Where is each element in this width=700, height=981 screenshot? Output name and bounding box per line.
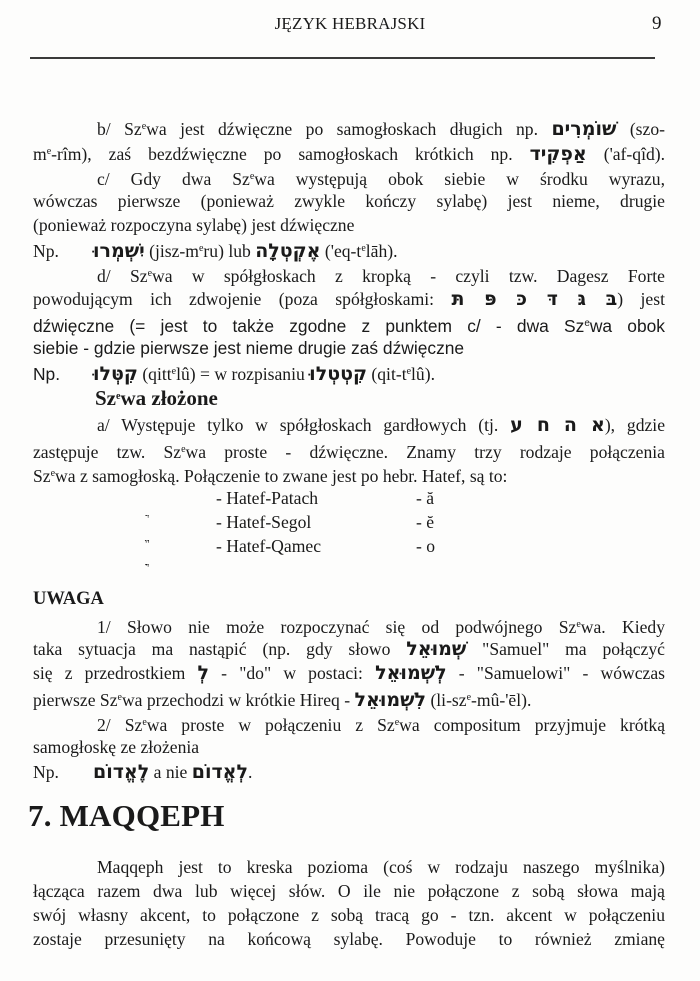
running-header-title: JĘZYK HEBRAJSKI <box>274 14 426 33</box>
text: wa obok <box>589 316 666 336</box>
hebrew-prefix: לְ <box>197 662 209 684</box>
text: ), gdzie <box>604 415 666 435</box>
superscript-e: e <box>249 171 255 182</box>
paragraph-c-line-1 <box>97 166 665 190</box>
uwaga-p2-example <box>33 761 665 783</box>
text: lû). <box>411 364 435 384</box>
hatef-list-item <box>216 536 435 557</box>
hatef-list-item <box>216 488 434 509</box>
maqqeph-line-4: zostaje przesunięty na końcową sylabę. Powoduje to również zmianę <box>33 929 665 949</box>
hebrew-word: יִשְׁמְרוּ <box>93 240 145 262</box>
page-number: 9 <box>652 13 662 34</box>
transliteration: (li-sz <box>430 690 467 710</box>
hebrew-word: לְאֱדוֹם <box>191 761 249 783</box>
text: powodującym ich zdwojenie (poza spółgłoskami: <box>33 289 435 309</box>
superscript-e: e <box>46 146 52 157</box>
text: wa w spółgłoskach z kropką - czyli tzw. Dagesz Forte <box>152 266 665 286</box>
hebrew-word: קִטְּלוּ <box>93 363 138 385</box>
text: -mû-'ēl). <box>471 690 532 710</box>
text: Sz <box>33 466 51 486</box>
text: ru) lub <box>203 241 251 261</box>
maqqeph-line-1: Maqqeph jest to kreska pozioma (coś w rodzaju naszego myślnika) <box>97 857 665 877</box>
superscript-e: e <box>181 444 186 455</box>
superscript-e: e <box>116 391 121 402</box>
superscript-e: e <box>406 366 412 377</box>
superscript-e: e <box>394 717 400 728</box>
hebrew-guttural-letters: א ה ח ע <box>510 414 605 436</box>
hatef-name: - Hatef-Segol <box>216 512 312 532</box>
transliteration: (jisz-m <box>149 241 199 261</box>
paragraph-c-line-3: (ponieważ rozpoczyna sylabę) jest dźwięczne <box>33 215 355 235</box>
superscript-e: e <box>141 121 147 132</box>
text: lû) = w rozpisaniu <box>176 364 305 384</box>
superscript-e: e <box>171 366 177 377</box>
transliteration: (qitt <box>142 364 172 384</box>
text: wa złożone <box>120 386 218 410</box>
hatef-value: - ĕ <box>416 512 435 532</box>
uwaga-p1-line-4 <box>33 687 665 711</box>
paragraph-b-line-2 <box>33 141 665 165</box>
hebrew-word: שׁוֹמְרִים <box>551 118 617 140</box>
hebrew-word: לְשְׁמוּאֵל <box>375 662 447 684</box>
example-label: Np. <box>33 762 59 782</box>
superscript-e: e <box>147 268 153 279</box>
hebrew-word: לֶאֱדוֹם <box>93 761 150 783</box>
text: d/ Sz <box>97 266 148 286</box>
superscript-e: e <box>466 692 472 703</box>
text: pierwsze Sz <box>33 690 118 710</box>
text: a/ Występuje tylko w spółgłoskach gardłowych (tj. <box>97 415 499 435</box>
text: wa występują obok siebie w środku wyrazu, <box>254 169 665 189</box>
uwaga-p2-line-1 <box>97 712 665 736</box>
text: wa proste w połączeniu z Sz <box>146 715 395 735</box>
transliteration: (szo- <box>629 119 665 139</box>
text: wa proste - dźwięczne. Znamy trzy rodzaje połączenia <box>185 442 665 462</box>
text: lāh). <box>365 241 398 261</box>
uwaga-heading: UWAGA <box>33 589 104 609</box>
text: -rîm), zaś bezdźwięczne po samogłoskach krótkich np. <box>51 144 513 164</box>
paragraph-b-line-1 <box>97 116 665 140</box>
superscript-e: e <box>361 243 366 254</box>
transliteration: (qit-t <box>371 364 407 384</box>
superscript-e: e <box>117 692 122 703</box>
text: . <box>248 762 253 782</box>
text: - "Samuelowi" - wówczas <box>458 663 665 683</box>
hatef-name: - Hatef-Patach <box>216 488 319 508</box>
hebrew-word: לִשְׁמוּאֵל <box>354 689 427 711</box>
hatef-list-item <box>216 512 434 533</box>
paragraph-c-example <box>33 238 665 262</box>
uwaga-p1-line-3 <box>33 662 665 684</box>
text: wa compositum przyjmuje krótką <box>399 715 666 735</box>
hatef-value: - o <box>416 536 436 556</box>
text: - "do" w postaci: <box>221 663 363 683</box>
hatef-value: - ă <box>416 488 435 508</box>
text: się z przedrostkiem <box>33 663 186 683</box>
transliteration: ('eq-t <box>324 241 362 261</box>
hebrew-word: קִטְטְלוּ <box>309 363 367 385</box>
maqqeph-line-2: łącząca razem dwa lub więcej słów. O ile nie połączone z sobą słowa mają <box>33 881 665 901</box>
paragraph-d-example <box>33 361 665 385</box>
superscript-e: e <box>142 717 147 728</box>
transliteration: ('af-qîd). <box>603 144 666 164</box>
paragraph-c-line-2: wówczas pierwsze (ponieważ zwykle kończy sylabę) jest nieme, drugie <box>33 191 665 211</box>
hebrew-word: שְׁמוּאֵל <box>406 638 467 660</box>
subheading-szwa-zlozone <box>95 386 218 411</box>
text: zastępuje tzw. Sz <box>33 442 182 462</box>
hebrew-word: אַפְקִיד <box>529 143 587 165</box>
paragraph-a-line-1 <box>97 414 665 436</box>
paragraph-d-line-3 <box>33 313 665 337</box>
superscript-e: e <box>576 619 581 630</box>
superscript-e: e <box>50 468 56 479</box>
text: wa. Kiedy <box>580 617 665 637</box>
paragraph-a-line-3 <box>33 463 665 487</box>
text: 1/ Słowo nie może rozpoczynać się od podwójnego Sz <box>97 617 577 637</box>
uwaga-p2-line-2: samogłoskę ze złożenia <box>33 737 200 757</box>
superscript-e: e <box>584 318 590 329</box>
section-heading-maqqeph: 7. MAQQEPH <box>28 798 225 833</box>
example-label: Np. <box>33 364 61 384</box>
header-rule <box>30 57 655 59</box>
example-label: Np. <box>33 241 59 261</box>
text: b/ Sz <box>97 119 142 139</box>
paragraph-d-line-4: siebie - gdzie pierwsze jest nieme drugie zaś dźwięczne <box>33 338 465 358</box>
uwaga-p1-line-2 <box>33 638 665 660</box>
hebrew-letters-bgdkpt: בּ גּ דּ כּ פּ תּ <box>451 288 618 310</box>
text: "Samuel" ma połączyć <box>482 639 665 659</box>
maqqeph-line-3: swój własny akcent, to połączone z sobą tracą go - tzn. akcent w połączeniu <box>33 905 665 925</box>
hatef-name: - Hatef-Qamec <box>216 536 322 556</box>
text: c/ Gdy dwa Sz <box>97 169 250 189</box>
text: Sz <box>95 386 116 410</box>
paragraph-d-line-1 <box>97 263 665 287</box>
text: taka sytuacja ma nastąpić (np. gdy słowo <box>33 639 391 659</box>
uwaga-p1-line-1 <box>97 614 665 638</box>
text: dźwięczne (= jest to także zgodne z punktem c/ - dwa Sz <box>33 316 585 336</box>
text: wa przechodzi w krótkie Hireq - <box>121 690 351 710</box>
text: m <box>33 144 47 164</box>
text: wa z samogłoską. Połączenie to zwane jest po hebr. Hatef, są to: <box>55 466 508 486</box>
text: a nie <box>153 762 188 782</box>
text: 2/ Sz <box>97 715 143 735</box>
text: ) jest <box>617 289 665 309</box>
paragraph-a-line-2 <box>33 439 665 463</box>
superscript-e: e <box>198 243 204 254</box>
text: wa jest dźwięczne po samogłoskach długich np. <box>146 119 538 139</box>
hebrew-word: אֶקְטְלָה <box>255 240 321 262</box>
paragraph-d-line-2 <box>33 288 665 310</box>
